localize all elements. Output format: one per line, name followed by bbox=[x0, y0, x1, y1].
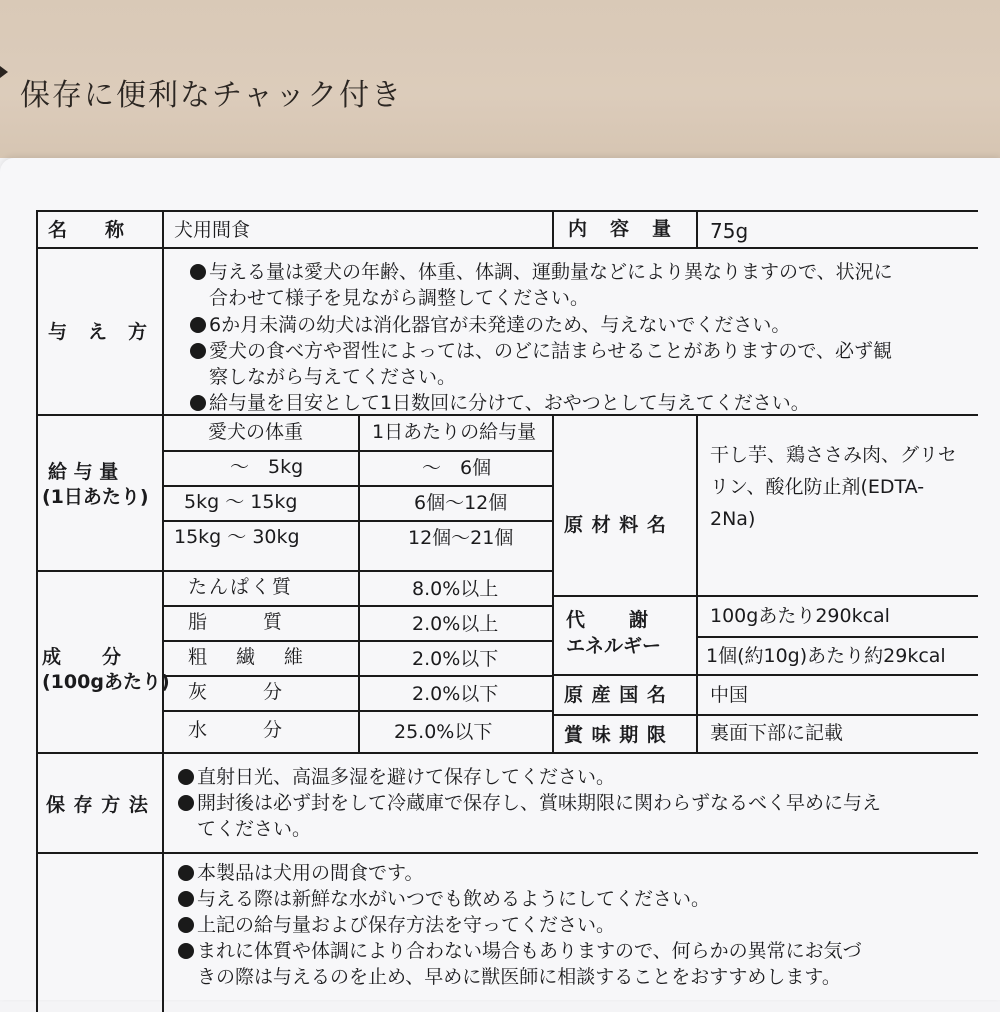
row-divider bbox=[162, 450, 552, 452]
ingredients-line: 2Na) bbox=[710, 508, 756, 530]
row-divider bbox=[162, 710, 552, 712]
name-value: 犬用間食 bbox=[174, 219, 251, 241]
arrow-icon bbox=[0, 60, 8, 84]
feeding-note-cont: 察しながら与えてください。 bbox=[209, 366, 457, 388]
composition-header: 成 分 bbox=[42, 646, 123, 668]
col-divider bbox=[552, 212, 554, 247]
row-divider bbox=[162, 520, 552, 522]
row-divider bbox=[38, 570, 552, 572]
row-divider bbox=[696, 636, 978, 638]
caution-note: まれに体質や体調により合わない場合もありますので、何らかの異常にお気づ bbox=[178, 938, 862, 965]
nutrient-value: 2.0%以下 bbox=[412, 648, 499, 670]
nutrient-value: 2.0%以下 bbox=[412, 683, 499, 705]
caution-note-cont: きの際は与えるのを止め、早めに獣医師に相談することをおすすめします。 bbox=[197, 966, 841, 988]
row-divider bbox=[552, 714, 978, 716]
origin-header: 原 産 国 名 bbox=[564, 684, 667, 706]
weight-cell: 15kg 〜 30kg bbox=[174, 526, 300, 548]
energy-per-100g: 100gあたり290kcal bbox=[710, 605, 890, 627]
energy-per-piece: 1個(約10g)あたり約29kcal bbox=[706, 645, 946, 667]
per-day-column-header: 1日あたりの給与量 bbox=[372, 421, 537, 443]
nutrient-name: たんぱく質 bbox=[188, 576, 294, 598]
row-divider bbox=[162, 485, 552, 487]
caution-note: 与える際は新鮮な水がいつでも飲めるようにしてください。 bbox=[178, 886, 710, 913]
bullet-icon bbox=[190, 343, 206, 359]
origin-value: 中国 bbox=[710, 684, 749, 706]
ingredients-line: リン、酸化防止剤(EDTA- bbox=[710, 476, 925, 498]
bullet-icon bbox=[190, 264, 206, 280]
energy-header-2: エネルギー bbox=[566, 635, 662, 657]
nutrient-name: 水 分 bbox=[188, 719, 289, 741]
storage-note: 直射日光、高温多湿を避けて保存してください。 bbox=[178, 764, 615, 791]
row-divider bbox=[162, 605, 552, 607]
row-divider bbox=[552, 595, 978, 597]
row-divider bbox=[552, 674, 978, 676]
product-label bbox=[0, 158, 1000, 1000]
amount-cell: 〜 6個 bbox=[422, 457, 492, 479]
bullet-icon bbox=[178, 795, 194, 811]
amount-header: 給 与 量 bbox=[48, 461, 119, 483]
feeding-note: 給与量を目安として1日数回に分けて、おやつとして与えてください。 bbox=[190, 390, 810, 417]
row-divider bbox=[38, 247, 978, 249]
bullet-icon bbox=[178, 865, 194, 881]
col-divider bbox=[696, 414, 698, 752]
nutrient-name: 脂 質 bbox=[188, 611, 289, 633]
nutrient-name: 灰 分 bbox=[188, 681, 289, 703]
bullet-icon bbox=[178, 769, 194, 785]
nutrient-value: 8.0%以上 bbox=[412, 578, 499, 600]
col-divider bbox=[358, 414, 360, 752]
zipper-caption: 保存に便利なチャック付き bbox=[20, 78, 404, 113]
bullet-icon bbox=[190, 317, 206, 333]
col-divider bbox=[552, 414, 554, 752]
feeding-note-cont: 合わせて様子を見ながら調整してください。 bbox=[209, 287, 590, 309]
amount-subheader: (1日あたり) bbox=[42, 486, 149, 508]
weight-cell: 〜 5kg bbox=[230, 456, 304, 478]
storage-note: 開封後は必ず封をして冷蔵庫で保存し、賞味期限に関わらずなるべく早めに与え bbox=[178, 790, 881, 817]
storage-note-cont: てください。 bbox=[197, 818, 312, 840]
col-divider bbox=[696, 212, 698, 247]
nutrient-name: 粗 繊 維 bbox=[188, 646, 309, 668]
weight-column-header: 愛犬の体重 bbox=[208, 421, 304, 443]
bullet-icon bbox=[178, 917, 194, 933]
col-divider bbox=[162, 212, 164, 1012]
row-divider bbox=[162, 675, 552, 677]
composition-subheader: (100gあたり) bbox=[42, 671, 170, 693]
amount-cell: 6個〜12個 bbox=[414, 492, 508, 514]
contents-value: 75g bbox=[710, 219, 749, 243]
row-divider bbox=[162, 640, 552, 642]
ingredients-line: 干し芋、鶏ささみ肉、グリセ bbox=[710, 444, 957, 466]
feeding-note: 愛犬の食べ方や習性によっては、のどに詰まらせることがありますので、必ず観 bbox=[190, 338, 892, 365]
bestbefore-value: 裏面下部に記載 bbox=[710, 722, 844, 744]
name-header: 名 称 bbox=[48, 219, 125, 241]
bullet-icon bbox=[178, 943, 194, 959]
storage-header: 保 存 方 法 bbox=[46, 794, 149, 816]
nutrient-value: 2.0%以上 bbox=[412, 613, 499, 635]
bullet-icon bbox=[178, 891, 194, 907]
feeding-note: 与える量は愛犬の年齢、体重、体調、運動量などにより異なりますので、状況に bbox=[190, 259, 893, 286]
feeding-header: 与 え 方 bbox=[48, 321, 149, 343]
caution-note: 上記の給与量および保存方法を守ってください。 bbox=[178, 912, 615, 939]
amount-cell: 12個〜21個 bbox=[408, 527, 514, 549]
bestbefore-header: 賞 味 期 限 bbox=[564, 724, 667, 746]
bullet-icon bbox=[190, 395, 206, 411]
caution-note: 本製品は犬用の間食です。 bbox=[178, 860, 423, 887]
weight-cell: 5kg 〜 15kg bbox=[184, 491, 298, 513]
ingredients-header: 原 材 料 名 bbox=[564, 514, 667, 536]
label-table bbox=[36, 210, 978, 1012]
package-top-band bbox=[0, 0, 1000, 158]
row-divider bbox=[38, 752, 978, 754]
feeding-note: 6か月未満の幼犬は消化器官が未発達のため、与えないでください。 bbox=[190, 312, 790, 339]
contents-header: 内 容 量 bbox=[568, 218, 674, 240]
energy-header: 代 謝 bbox=[566, 609, 651, 631]
nutrient-value: 25.0%以下 bbox=[394, 721, 493, 743]
row-divider bbox=[38, 852, 978, 854]
